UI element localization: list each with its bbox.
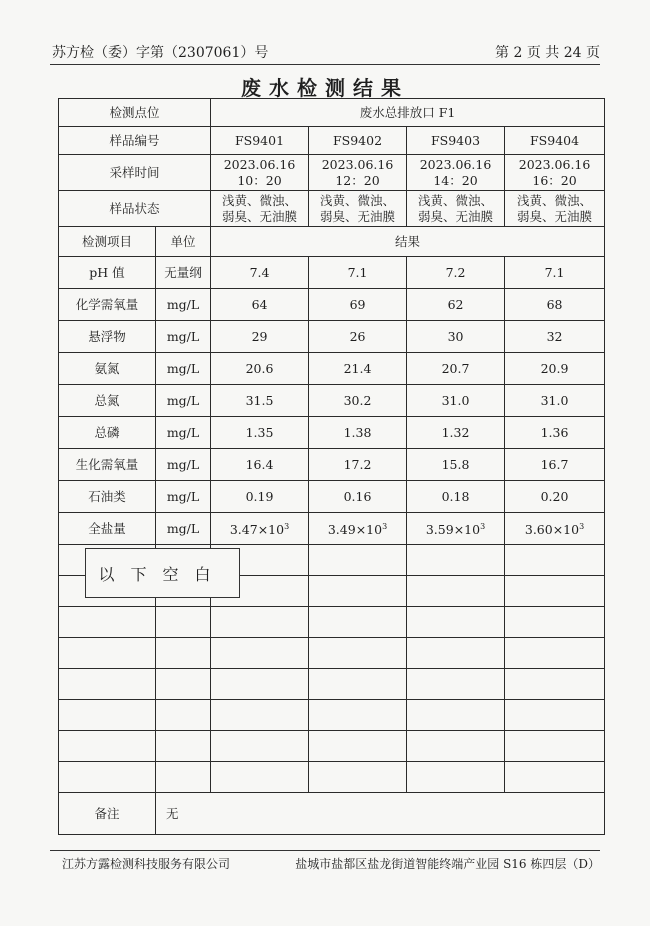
- table-row: [59, 449, 605, 481]
- value-text: 31.0: [540, 392, 569, 408]
- value-cell: [211, 385, 309, 417]
- value-text: 64: [251, 296, 268, 312]
- report-title: 废水检测结果: [241, 76, 409, 100]
- table-row: [59, 321, 605, 353]
- blank-row: [59, 762, 605, 793]
- item-cell: 总磷: [59, 417, 156, 449]
- blank-row: [59, 731, 605, 762]
- value-text: 3.47×10: [229, 522, 285, 538]
- value-cell: [211, 449, 309, 481]
- value-cell: [505, 257, 605, 289]
- value-text: 1.35: [245, 424, 274, 440]
- blank-row: [59, 669, 605, 700]
- value-cell: [211, 481, 309, 513]
- sample-state-cell: [211, 191, 309, 227]
- value-text: 0.20: [540, 488, 569, 504]
- value-cell: [309, 385, 407, 417]
- value-text: 20.7: [441, 360, 470, 376]
- sampling-date: 2023.06.16: [223, 156, 296, 172]
- value-cell: [309, 257, 407, 289]
- value-text: 16.4: [245, 456, 274, 472]
- value-text: 7.1: [544, 264, 565, 280]
- blank-cell: [407, 545, 505, 576]
- value-text: 7.1: [347, 264, 368, 280]
- value-cell: [505, 449, 605, 481]
- value-text: 29: [251, 328, 268, 344]
- value-text: 3.60×10: [524, 522, 580, 538]
- value-cell: [309, 353, 407, 385]
- sample-state-label: 样品状态: [59, 191, 211, 227]
- blank-cell: [309, 700, 407, 731]
- value-text: 1.38: [343, 424, 372, 440]
- table-row: [59, 513, 605, 545]
- value-cell: [211, 257, 309, 289]
- results-table: [58, 98, 605, 835]
- value-text: 62: [447, 296, 464, 312]
- sampling-time-cell: [505, 155, 605, 191]
- value-cell: [505, 417, 605, 449]
- value-text: 15.8: [441, 456, 470, 472]
- blank-cell: [407, 700, 505, 731]
- state-line: 浅黄、微浊、: [418, 192, 494, 208]
- value-text: 20.9: [540, 360, 569, 376]
- item-cell: pH 值: [59, 257, 156, 289]
- blank-cell: [156, 700, 211, 731]
- unit-cell: mg/L: [156, 449, 211, 481]
- state-line: 弱臭、无油膜: [222, 208, 298, 224]
- value-cell: [309, 513, 407, 545]
- sampling-date: 2023.06.16: [321, 156, 394, 172]
- value-text: 31.0: [441, 392, 470, 408]
- state-line: 弱臭、无油膜: [320, 208, 396, 224]
- unit-cell: 无量纲: [156, 257, 211, 289]
- blank-cell: [59, 731, 156, 762]
- state-line: 浅黄、微浊、: [517, 192, 593, 208]
- table-row: [59, 353, 605, 385]
- value-cell: [505, 353, 605, 385]
- blank-cell: [211, 700, 309, 731]
- blank-cell: [505, 700, 605, 731]
- item-cell: 氨氮: [59, 353, 156, 385]
- sampling-clock: 12：20: [335, 172, 380, 188]
- blank-cell: [309, 731, 407, 762]
- blank-cell: [156, 607, 211, 638]
- value-text: 3.59×10: [425, 522, 481, 538]
- sampling-time-cell: [407, 155, 505, 191]
- value-cell: [407, 513, 505, 545]
- state-line: 浅黄、微浊、: [222, 192, 298, 208]
- value-cell: [407, 417, 505, 449]
- point-label: 检测点位: [59, 99, 211, 127]
- blank-cell: [309, 607, 407, 638]
- header-rule: [50, 64, 600, 65]
- value-cell: [309, 321, 407, 353]
- value-text: 69: [349, 296, 366, 312]
- blank-row: [59, 700, 605, 731]
- item-cell: 悬浮物: [59, 321, 156, 353]
- blank-cell: [309, 545, 407, 576]
- value-text: 30: [447, 328, 464, 344]
- blank-cell: [59, 638, 156, 669]
- blank-cell: [407, 607, 505, 638]
- blank-cell: [407, 762, 505, 793]
- sample-id-cell: FS9401: [211, 127, 309, 155]
- blank-cell: [59, 607, 156, 638]
- value-text: 21.4: [343, 360, 372, 376]
- value-cell: [309, 481, 407, 513]
- value-cell: [505, 385, 605, 417]
- sampling-clock: 10：20: [237, 172, 282, 188]
- value-text: 32: [546, 328, 563, 344]
- value-text: 0.16: [343, 488, 372, 504]
- table-row: [59, 257, 605, 289]
- value-text: 16.7: [540, 456, 569, 472]
- item-header: 检测项目: [59, 227, 156, 257]
- item-cell: 石油类: [59, 481, 156, 513]
- blank-cell: [309, 638, 407, 669]
- value-cell: [505, 321, 605, 353]
- value-cell: [407, 321, 505, 353]
- item-cell: 化学需氧量: [59, 289, 156, 321]
- value-cell: [309, 289, 407, 321]
- value-cell: [211, 321, 309, 353]
- blank-cell: [505, 638, 605, 669]
- value-exponent: 3: [480, 521, 486, 531]
- unit-cell: mg/L: [156, 289, 211, 321]
- state-line: 浅黄、微浊、: [320, 192, 396, 208]
- value-text: 17.2: [343, 456, 372, 472]
- value-cell: [407, 481, 505, 513]
- blank-cell: [156, 762, 211, 793]
- table-row: [59, 289, 605, 321]
- blank-cell: [407, 638, 505, 669]
- value-text: 20.6: [245, 360, 274, 376]
- sample-id-label: 样品编号: [59, 127, 211, 155]
- blank-cell: [59, 762, 156, 793]
- sampling-time-cell: [309, 155, 407, 191]
- table-row: [59, 481, 605, 513]
- value-cell: [309, 417, 407, 449]
- blank-cell: [59, 700, 156, 731]
- sampling-time-row: [59, 155, 605, 191]
- item-cell: 生化需氧量: [59, 449, 156, 481]
- point-row: [59, 99, 605, 127]
- blank-cell: [407, 576, 505, 607]
- blank-cell: [505, 607, 605, 638]
- sampling-date: 2023.06.16: [419, 156, 492, 172]
- remark-row: [59, 793, 605, 835]
- sample-state-cell: [309, 191, 407, 227]
- value-cell: [211, 289, 309, 321]
- blank-cell: [211, 669, 309, 700]
- value-cell: [407, 449, 505, 481]
- sampling-date: 2023.06.16: [518, 156, 591, 172]
- value-text: 7.2: [445, 264, 466, 280]
- footer-address: 盐城市盐都区盐龙街道智能终端产业园 S16 栋四层（D）: [295, 857, 600, 871]
- blank-cell: [407, 731, 505, 762]
- sample-state-cell: [505, 191, 605, 227]
- blank-cell: [505, 669, 605, 700]
- value-exponent: 3: [579, 521, 585, 531]
- unit-cell: mg/L: [156, 353, 211, 385]
- blank-cell: [309, 762, 407, 793]
- sample-id-row: [59, 127, 605, 155]
- blank-below-stamp: 以下空白: [85, 548, 240, 598]
- value-text: 3.49×10: [327, 522, 383, 538]
- unit-cell: mg/L: [156, 513, 211, 545]
- blank-cell: [156, 731, 211, 762]
- blank-cell: [505, 762, 605, 793]
- blank-cell: [505, 731, 605, 762]
- results-header-row: [59, 227, 605, 257]
- item-cell: 总氮: [59, 385, 156, 417]
- remark-label: 备注: [59, 793, 156, 835]
- blank-cell: [59, 669, 156, 700]
- value-text: 31.5: [245, 392, 274, 408]
- value-cell: [211, 513, 309, 545]
- value-cell: [407, 385, 505, 417]
- value-text: 1.36: [540, 424, 569, 440]
- footer-company: 江苏方露检测科技服务有限公司: [62, 857, 231, 871]
- document-number: 苏方检（委）字第（2307061）号: [52, 45, 269, 61]
- sampling-clock: 14：20: [433, 172, 478, 188]
- table-row: [59, 417, 605, 449]
- sample-id-cell: FS9403: [407, 127, 505, 155]
- state-line: 弱臭、无油膜: [418, 208, 494, 224]
- sample-id-cell: FS9404: [505, 127, 605, 155]
- blank-cell: [211, 762, 309, 793]
- value-cell: [407, 353, 505, 385]
- sampling-clock: 16：20: [532, 172, 577, 188]
- blank-cell: [156, 669, 211, 700]
- blank-cell: [407, 669, 505, 700]
- footer-rule: [50, 850, 600, 851]
- unit-header: 单位: [156, 227, 211, 257]
- sample-state-row: [59, 191, 605, 227]
- blank-cell: [309, 669, 407, 700]
- value-text: 0.18: [441, 488, 470, 504]
- page-number: 第 2 页 共 24 页: [495, 45, 600, 61]
- data-rows: [59, 257, 605, 545]
- blank-cell: [156, 638, 211, 669]
- blank-cell: [505, 545, 605, 576]
- table-row: [59, 385, 605, 417]
- value-cell: [407, 257, 505, 289]
- value-text: 0.19: [245, 488, 274, 504]
- blank-cell: [211, 638, 309, 669]
- value-cell: [505, 289, 605, 321]
- point-value: 废水总排放口 F1: [211, 99, 605, 127]
- blank-row: [59, 607, 605, 638]
- blank-cell: [505, 576, 605, 607]
- value-text: 7.4: [249, 264, 270, 280]
- unit-cell: mg/L: [156, 417, 211, 449]
- value-text: 68: [546, 296, 563, 312]
- result-header: 结果: [211, 227, 605, 257]
- sample-id-cell: FS9402: [309, 127, 407, 155]
- value-cell: [309, 449, 407, 481]
- value-exponent: 3: [284, 521, 290, 531]
- value-text: 30.2: [343, 392, 372, 408]
- blank-cell: [309, 576, 407, 607]
- state-line: 弱臭、无油膜: [517, 208, 593, 224]
- unit-cell: mg/L: [156, 481, 211, 513]
- value-cell: [407, 289, 505, 321]
- value-cell: [211, 353, 309, 385]
- blank-row: [59, 638, 605, 669]
- value-exponent: 3: [382, 521, 388, 531]
- sample-state-cell: [407, 191, 505, 227]
- item-cell: 全盐量: [59, 513, 156, 545]
- value-cell: [211, 417, 309, 449]
- unit-cell: mg/L: [156, 385, 211, 417]
- remark-value: 无: [156, 793, 605, 835]
- blank-cell: [211, 607, 309, 638]
- sampling-time-label: 采样时间: [59, 155, 211, 191]
- value-text: 26: [349, 328, 366, 344]
- blank-cell: [211, 731, 309, 762]
- value-cell: [505, 481, 605, 513]
- value-cell: [505, 513, 605, 545]
- value-text: 1.32: [441, 424, 470, 440]
- sampling-time-cell: [211, 155, 309, 191]
- unit-cell: mg/L: [156, 321, 211, 353]
